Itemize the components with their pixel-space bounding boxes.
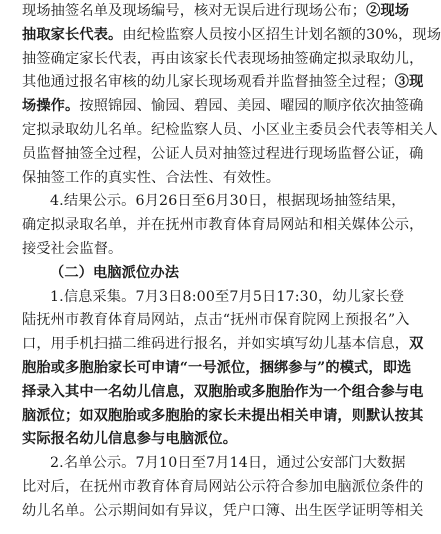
bold-text-segment: 实际报名幼儿信息参与电脑派位。 [22, 431, 238, 448]
text-line [22, 238, 394, 262]
text-segment: 抽签确定家长代表，再由该家长代表现场抽签确定拟录取幼儿， [22, 50, 424, 67]
text-segment: 比对后，在抚州市教育体育局网站公示符合参加电脑派位条件的 [22, 478, 424, 495]
text-line [22, 452, 406, 476]
text-line [22, 286, 405, 310]
text-line [22, 143, 424, 167]
text-segment: 其他通过报名审核的幼儿家长现场观看并监督抽签全过程； [22, 74, 395, 91]
text-segment: 现场抽签名单及现场编号，核对无误后进行现场公布； [22, 3, 367, 19]
bold-text-segment: 抽取家长代表。 [22, 26, 123, 43]
text-segment: 员监督抽签全过程，公证人员对抽签过程进行现场监督公证，确 [22, 145, 424, 162]
text-segment: 由纪检监察人员按小区招生计划名额的30%，现场 [122, 26, 441, 43]
text-segment: 定拟录取幼儿名单。纪检监察人员、小区业主委员会代表等相关人 [22, 121, 438, 138]
text-line [22, 190, 406, 214]
bold-text-segment: 场操作。 [22, 98, 80, 115]
text-line [22, 95, 424, 119]
text-line [22, 428, 394, 452]
text-line [22, 0, 410, 24]
text-line [22, 119, 438, 143]
text-line [22, 48, 424, 72]
text-line [22, 500, 424, 524]
text-line [22, 405, 424, 429]
bold-text-segment: ②现场 [366, 3, 410, 19]
text-line [22, 381, 424, 405]
text-segment: 4.结果公示。6月26日至6月30日，根据现场抽签结果， [50, 193, 406, 210]
text-line [22, 214, 424, 238]
document-body [22, 0, 441, 524]
document-page [22, 0, 441, 524]
text-segment: 2.名单公示。7月10日至7月14日，通过公安部门大数据 [50, 455, 406, 472]
text-segment: 保抽签工作的真实性、合法性、有效性。 [22, 169, 281, 186]
text-segment: 确定拟录取名单，并在抚州市教育体育局网站和相关媒体公示， [22, 217, 424, 234]
text-segment: 接受社会监督。 [22, 240, 123, 257]
text-segment: 按照锦园、愉园、碧园、美园、曜园的顺序依次抽签确 [79, 98, 424, 115]
text-line [22, 71, 424, 95]
text-segment: 1.信息采集。7月3日8:00至7月5日17:30，幼儿家长登 [50, 288, 405, 305]
text-segment: 幼儿名单。公示期间如有异议，凭户口簿、出生医学证明等相关 [22, 502, 424, 519]
bold-text-segment: 脑派位；如双胞胎或多胞胎的家长未提出相关申请，则默认按其 [22, 407, 424, 424]
bold-text-segment: ③现 [394, 74, 424, 91]
text-line [22, 476, 424, 500]
text-segment: 陆抚州市教育体育局网站，点击“抚州市保育院网上预报名”入 [22, 312, 410, 329]
text-line [22, 309, 410, 333]
text-segment: 口，用手机扫描二维码进行报名，并如实填写幼儿基本信息， [22, 336, 410, 353]
bold-text-segment: 双 [409, 336, 424, 353]
text-line [22, 167, 394, 191]
bold-text-segment: 择录入其中一名幼儿信息，双胞胎或多胞胎作为一个组合参与电 [22, 383, 424, 400]
bold-text-segment: 胞胎或多胞胎家长可申请“一号派位，捆绑参与”的模式，即选 [22, 359, 412, 376]
text-line [22, 333, 424, 357]
bold-text-segment: （二）电脑派位办法 [50, 264, 180, 281]
text-line [22, 24, 441, 48]
text-line [22, 262, 394, 286]
text-line [22, 357, 412, 381]
